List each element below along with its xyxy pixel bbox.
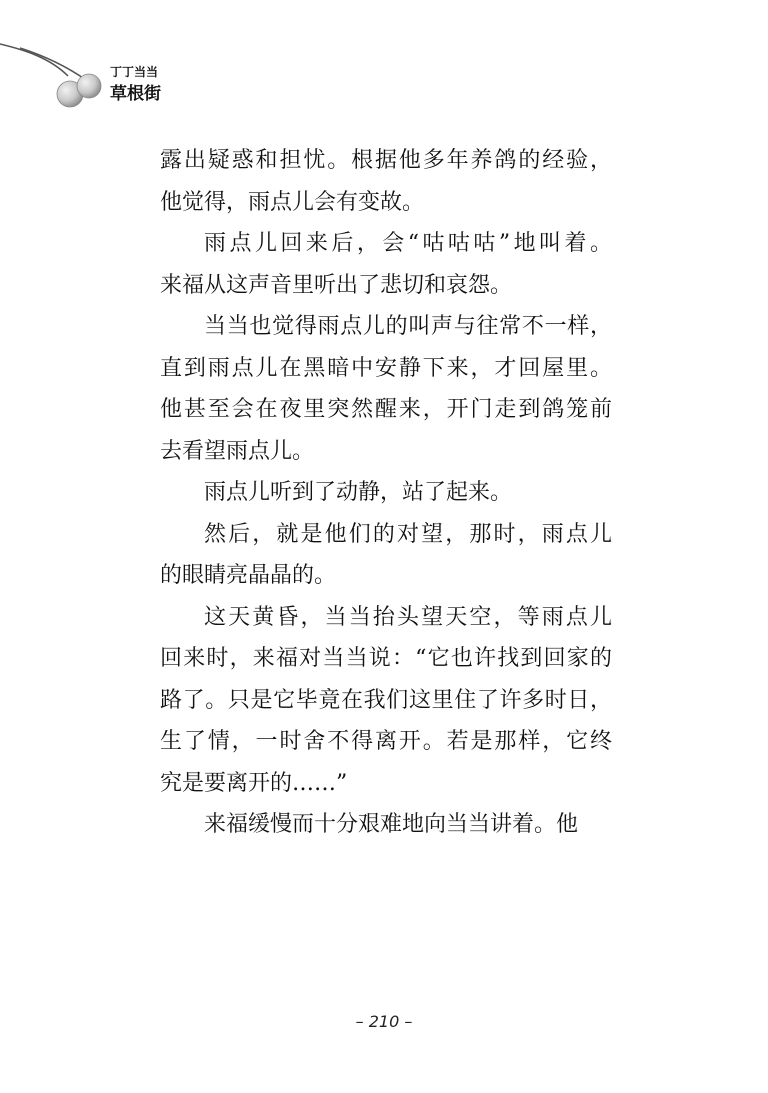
book-title: 草根街 [110,84,161,104]
text-line: 他觉得，雨点儿会有变故。 [160,189,425,215]
text-line: 回来时，来福对当当说：“它也许找到回家的 [160,646,612,671]
text-line: 来福缓慢而十分艰难地向当当讲着。他 [204,812,579,837]
cherries-icon [0,36,110,116]
page-number: – 210 – [355,1012,413,1031]
text-line: 究是要离开的……” [160,770,348,796]
series-label: 丁丁当当 [110,65,159,79]
text-line: 生了情，一时舍不得离开。若是那样，它终 [160,729,612,754]
text-line: 去看望雨点儿。 [160,438,315,464]
text-line: 他甚至会在夜里突然醒来，开门走到鸽笼前 [160,397,612,422]
text-line: 路了。只是它毕竟在我们这里住了许多时日， [160,687,612,713]
text-line: 当当也觉得雨点儿的叫声与往常不一样， [204,314,612,339]
body-text [160,140,612,846]
text-line: 来福从这声音里听出了悲切和哀怨。 [160,272,513,298]
text-line: 直到雨点儿在黑暗中安静下来，才回屋里。 [160,355,612,381]
text-line: 露出疑惑和担忧。根据他多年养鸽的经验， [160,148,612,173]
text-line: 这天黄昏，当当抬头望天空，等雨点儿 [204,604,612,630]
text-line: 的眼睛亮晶晶的。 [160,563,337,588]
text-line: 雨点儿听到了动静，站了起来。 [204,480,513,505]
text-line: 雨点儿回来后，会“咕咕咕”地叫着。 [204,231,612,256]
text-line: 然后，就是他们的对望，那时，雨点儿 [204,521,612,547]
